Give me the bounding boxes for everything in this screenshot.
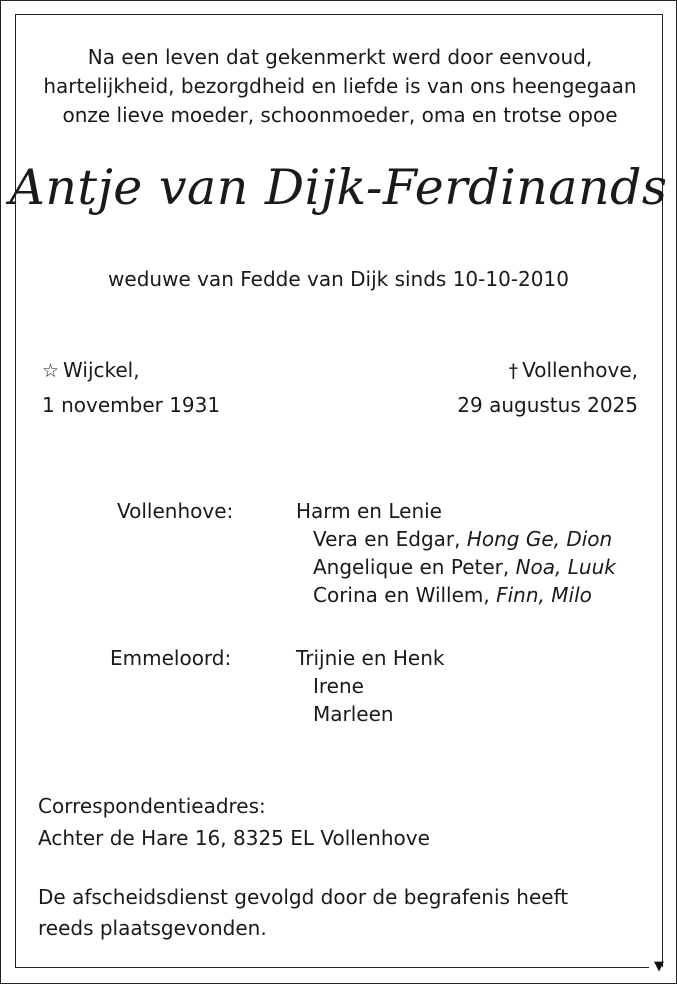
intro-line: hartelijkheid, bezorgdheid en liefde is van ons heengegaan — [43, 74, 637, 98]
death-place: Vollenhove, — [522, 358, 638, 382]
star-icon: ☆ — [42, 360, 60, 382]
note-line: De afscheidsdienst gevolgd door de begrafenis heeft — [38, 885, 569, 909]
grandchildren: Finn, Milo — [496, 583, 592, 607]
family-lead: Trijnie en Henk — [296, 646, 445, 670]
family-group — [296, 497, 616, 609]
intro-line: Na een leven dat gekenmerkt werd door eenvoud, — [87, 45, 593, 69]
family-place: Emmeloord: — [110, 646, 232, 670]
birth-date: 1 november 1931 — [42, 393, 221, 417]
intro-text — [20, 43, 660, 130]
family-member: Angelique en Peter, Noa, Luuk — [313, 555, 616, 579]
inner-border-bottom — [15, 967, 649, 968]
birth-info — [42, 353, 220, 422]
intro-line: onze lieve moeder, schoonmoeder, oma en trotse opoe — [62, 103, 618, 127]
cross-icon: † — [508, 360, 519, 382]
correspondence-address: Achter de Hare 16, 8325 EL Vollenhove — [38, 826, 430, 850]
grandchildren: Noa, Luuk — [515, 555, 616, 579]
family-lead: Harm en Lenie — [296, 499, 442, 523]
correspondence-block — [38, 790, 430, 854]
note-line: reeds plaatsgevonden. — [38, 916, 267, 940]
family-member: Vera en Edgar, Hong Ge, Dion — [313, 527, 613, 551]
family-member: Marleen — [313, 702, 394, 726]
down-arrow-icon: ▼ — [654, 959, 664, 974]
family-member: Corina en Willem, Finn, Milo — [313, 583, 592, 607]
death-info — [457, 353, 638, 422]
birth-place: Wijckel, — [63, 358, 140, 382]
correspondence-label: Correspondentieadres: — [38, 794, 266, 818]
grandchildren: Hong Ge, Dion — [466, 527, 613, 551]
death-date: 29 augustus 2025 — [457, 393, 638, 417]
closing-note — [38, 882, 568, 944]
family-member: Irene — [313, 674, 364, 698]
family-group — [296, 644, 444, 728]
deceased-name: Antje van Dijk-Ferdinands — [9, 159, 668, 216]
widow-line: weduwe van Fedde van Dijk sinds 10-10-2010 — [108, 267, 569, 291]
family-place: Vollenhove: — [117, 499, 234, 523]
